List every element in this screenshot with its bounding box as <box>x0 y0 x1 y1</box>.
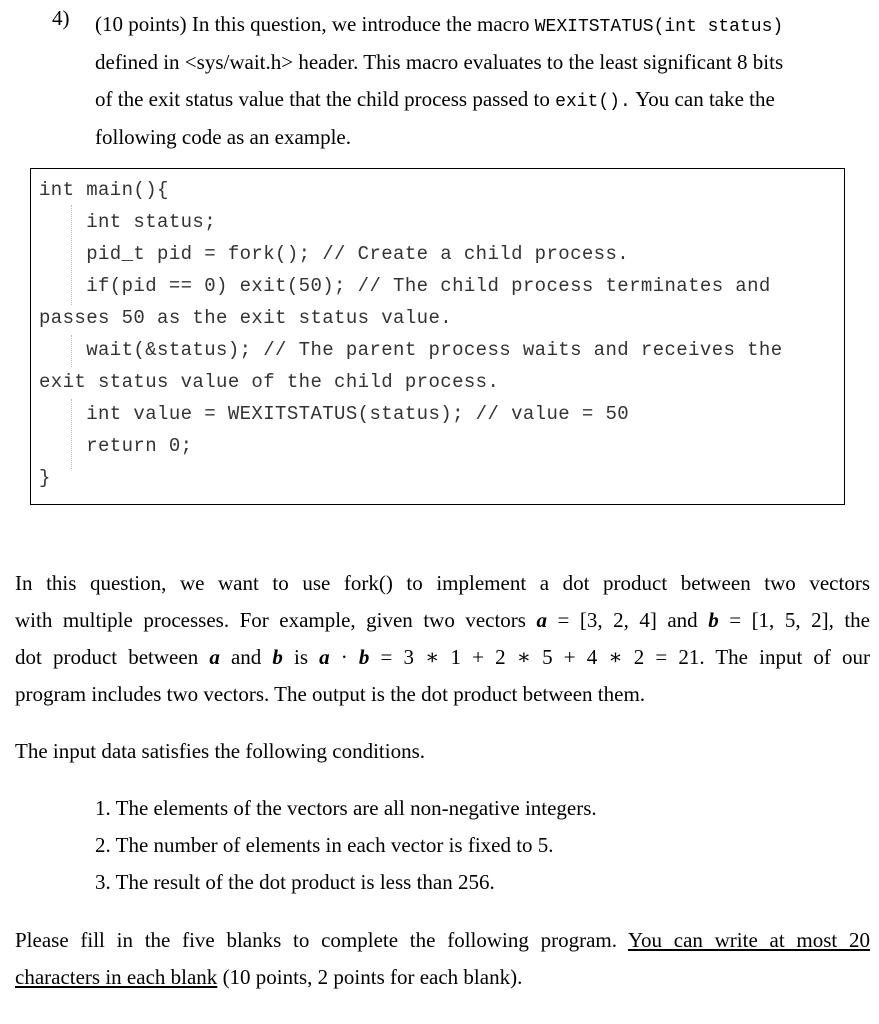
vector-a-symbol: a <box>536 608 547 632</box>
task-line-2: with multiple processes. For example, given two vectors a = [3, 2, 4] and b = [1, 5, 2], the <box>15 608 870 632</box>
code-line: int status; <box>39 211 217 233</box>
macro-name: WEXITSTATUS(int status) <box>534 17 784 37</box>
task-line-3: dot product between a and b is a · b = 3 ∗ 1 + 2 ∗ 5 + 4 ∗ 2 = 21. The input of our <box>15 645 871 669</box>
vector-b-symbol: b <box>708 608 719 632</box>
instructions-line-1: Please fill in the five blanks to complete the following program. You can write at most 20 <box>15 928 870 952</box>
conditions-intro: The input data satisfies the following conditions. <box>15 739 426 763</box>
task-line-1: In this question, we want to use fork() to implement a dot product between two vectors <box>15 571 870 595</box>
code-line: return 0; <box>39 435 193 457</box>
question-line-4: following code as an example. <box>95 124 351 149</box>
code-line: exit status value of the child process. <box>39 371 500 393</box>
code-line: } <box>39 467 51 489</box>
code-example-box <box>30 168 845 505</box>
question-line-1: (10 points) In this question, we introduce the macro WEXITSTATUS(int status) <box>95 12 784 37</box>
exit-call: exit(). <box>555 92 631 112</box>
code-line: int value = WEXITSTATUS(status); // value = 50 <box>39 403 630 425</box>
task-paragraph <box>15 565 870 713</box>
list-item: 1. The elements of the vectors are all non-negative integers. <box>95 796 597 820</box>
question-intro <box>95 6 871 156</box>
question-line-3: of the exit status value that the child process passed to exit(). You can take the <box>95 87 775 112</box>
question-line-2: defined in <sys/wait.h> header. This macro evaluates to the least significant 8 bits <box>95 49 784 74</box>
code-line: int main(){ <box>39 179 169 201</box>
code-line: pid_t pid = fork(); // Create a child process. <box>39 243 630 265</box>
instructions <box>15 922 870 996</box>
code-line: if(pid == 0) exit(50); // The child process terminates and <box>39 275 771 297</box>
conditions-list <box>95 790 597 901</box>
question-number: 4) <box>52 6 70 30</box>
code-line: passes 50 as the exit status value. <box>39 307 453 329</box>
underlined-constraint: characters in each blank <box>15 965 218 989</box>
underlined-constraint: You can write at most 20 <box>627 928 870 952</box>
instructions-line-2: characters in each blank (10 points, 2 points for each blank). <box>15 965 523 989</box>
code-line: wait(&status); // The parent process waits and receives the <box>39 339 783 361</box>
list-item: 3. The result of the dot product is less than 256. <box>95 870 495 894</box>
task-line-4: program includes two vectors. The output is the dot product between them. <box>15 682 646 706</box>
list-item: 2. The number of elements in each vector is fixed to 5. <box>95 833 554 857</box>
